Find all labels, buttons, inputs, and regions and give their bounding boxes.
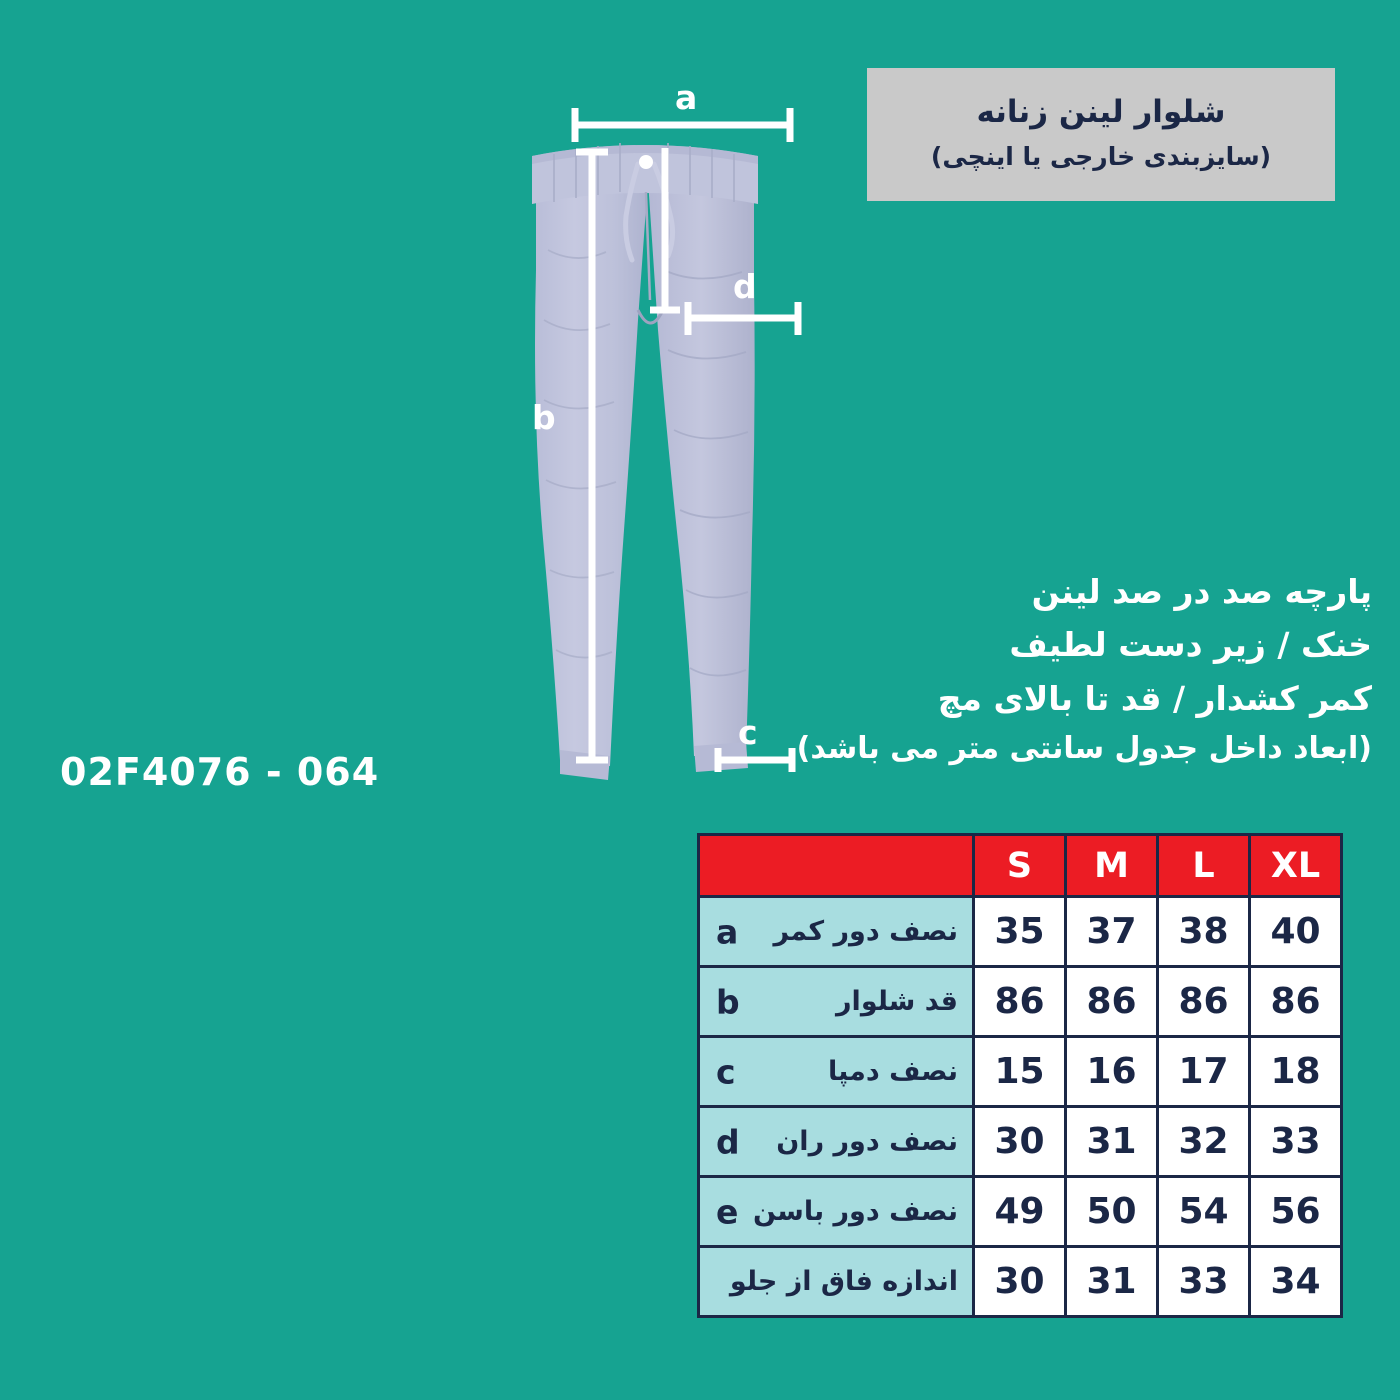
measure-label-a: a bbox=[675, 78, 698, 117]
row-label-rise bbox=[699, 1247, 974, 1317]
cell-c-m: 16 bbox=[1066, 1037, 1158, 1107]
row-letter-c: c bbox=[716, 1052, 736, 1091]
cell-rise-s: 30 bbox=[974, 1247, 1066, 1317]
cell-e-l: 54 bbox=[1158, 1177, 1250, 1247]
measure-label-b: b bbox=[532, 398, 556, 437]
cell-c-xl: 18 bbox=[1250, 1037, 1342, 1107]
row-label-a bbox=[699, 897, 974, 967]
cell-e-m: 50 bbox=[1066, 1177, 1158, 1247]
table-row bbox=[699, 1037, 1342, 1107]
table-row bbox=[699, 1107, 1342, 1177]
table-row bbox=[699, 967, 1342, 1037]
cell-d-s: 30 bbox=[974, 1107, 1066, 1177]
size-chart-table bbox=[697, 833, 1343, 1318]
measure-label-d: d bbox=[733, 267, 757, 306]
cell-b-s: 86 bbox=[974, 967, 1066, 1037]
description-line-3: کمر کشدار / قد تا بالای مچ bbox=[937, 678, 1372, 718]
page-subtitle: (سایزبندی خارجی یا اینچی) bbox=[930, 141, 1272, 171]
cell-c-s: 15 bbox=[974, 1037, 1066, 1107]
row-letter-b: b bbox=[716, 982, 740, 1021]
row-label-rise-text: اندازه فاق از جلو bbox=[729, 1266, 958, 1297]
row-label-c bbox=[699, 1037, 974, 1107]
row-label-b-text: قد شلوار bbox=[836, 986, 958, 1017]
row-label-d-text: نصف دور ران bbox=[776, 1126, 958, 1157]
cell-d-m: 31 bbox=[1066, 1107, 1158, 1177]
size-header-xl: XL bbox=[1250, 835, 1342, 897]
measure-label-c: c bbox=[738, 713, 758, 752]
product-description bbox=[752, 565, 1372, 774]
table-row bbox=[699, 1177, 1342, 1247]
size-header-blank bbox=[699, 835, 974, 897]
cell-e-xl: 56 bbox=[1250, 1177, 1342, 1247]
cell-a-s: 35 bbox=[974, 897, 1066, 967]
cell-a-xl: 40 bbox=[1250, 897, 1342, 967]
row-label-a-text: نصف دور کمر bbox=[773, 916, 958, 947]
row-letter-e: e bbox=[716, 1192, 739, 1231]
cell-rise-m: 31 bbox=[1066, 1247, 1158, 1317]
description-line-1: پارچه صد در صد لینن bbox=[1031, 572, 1372, 611]
row-label-c-text: نصف دمپا bbox=[827, 1056, 958, 1087]
size-header-m: M bbox=[1066, 835, 1158, 897]
product-code: 02F4076 - 064 bbox=[60, 750, 380, 794]
cell-b-l: 86 bbox=[1158, 967, 1250, 1037]
cell-c-l: 17 bbox=[1158, 1037, 1250, 1107]
size-header-s: S bbox=[974, 835, 1066, 897]
cell-d-xl: 33 bbox=[1250, 1107, 1342, 1177]
cell-a-m: 37 bbox=[1066, 897, 1158, 967]
description-line-4: (ابعاد داخل جدول سانتی متر می باشد) bbox=[796, 731, 1372, 767]
table-row bbox=[699, 897, 1342, 967]
cell-rise-xl: 34 bbox=[1250, 1247, 1342, 1317]
cell-rise-l: 33 bbox=[1158, 1247, 1250, 1317]
row-label-e bbox=[699, 1177, 974, 1247]
row-label-b bbox=[699, 967, 974, 1037]
page-title: شلوار لینن زنانه bbox=[976, 94, 1226, 130]
row-label-d bbox=[699, 1107, 974, 1177]
cell-d-l: 32 bbox=[1158, 1107, 1250, 1177]
table-row bbox=[699, 1247, 1342, 1317]
cell-b-xl: 86 bbox=[1250, 967, 1342, 1037]
cell-a-l: 38 bbox=[1158, 897, 1250, 967]
row-label-e-text: نصف دور باسن bbox=[752, 1196, 958, 1227]
description-line-2: خنک / زیر دست لطیف bbox=[1009, 625, 1372, 665]
row-letter-d: d bbox=[716, 1122, 740, 1161]
size-header-l: L bbox=[1158, 835, 1250, 897]
table-header-row bbox=[699, 835, 1342, 897]
cell-e-s: 49 bbox=[974, 1177, 1066, 1247]
cell-b-m: 86 bbox=[1066, 967, 1158, 1037]
product-title-box bbox=[867, 68, 1335, 201]
row-letter-a: a bbox=[716, 912, 739, 951]
